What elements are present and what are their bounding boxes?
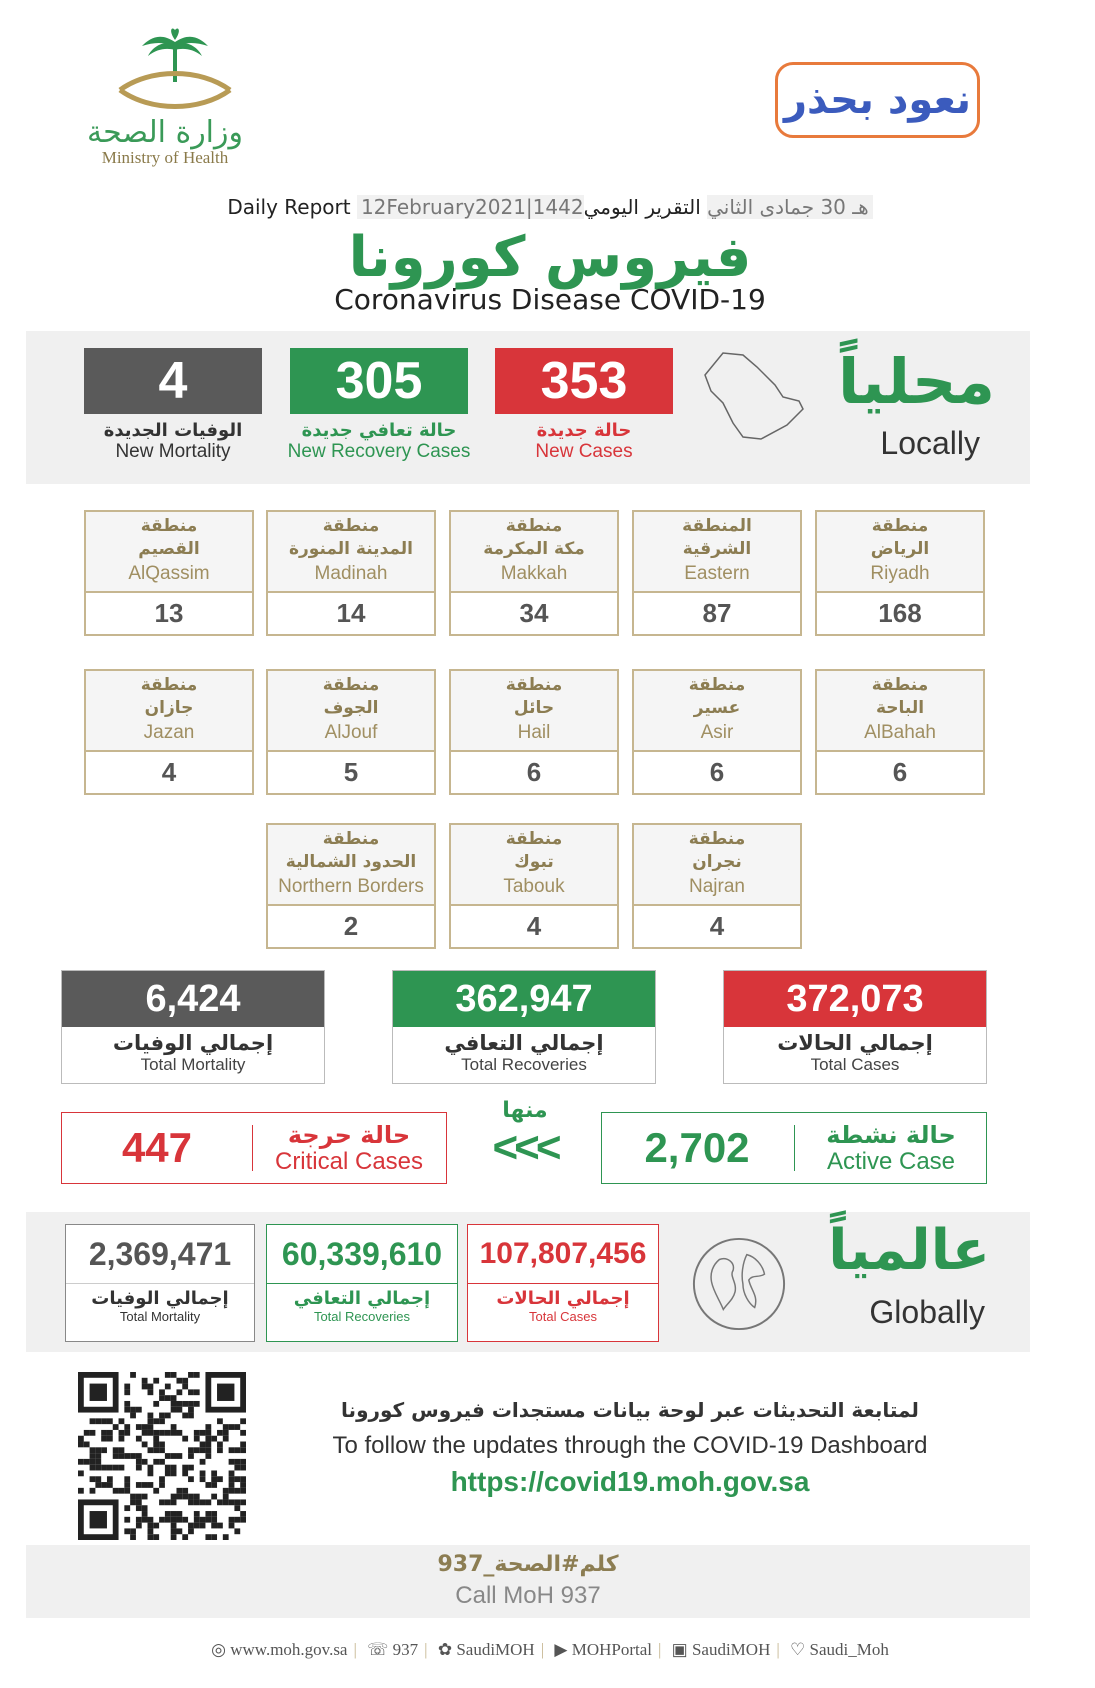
global-cases-value: 107,807,456 bbox=[479, 1237, 647, 1270]
new-recovery-label-ar: حالة تعافي جديدة bbox=[301, 420, 457, 441]
region-name-en: Asir bbox=[700, 722, 734, 743]
of-which-indicator bbox=[470, 1098, 580, 1173]
region-prefix: منطقة bbox=[688, 829, 746, 849]
critical-labels bbox=[254, 1121, 444, 1175]
region-name-ar: المدينة المنورة bbox=[288, 539, 413, 559]
total-mortality-value: 6,424 bbox=[62, 971, 324, 1027]
social-link-instagram[interactable]: SaudiMOH bbox=[691, 1640, 771, 1659]
region-header bbox=[86, 671, 252, 752]
new-recovery-value: 305 bbox=[290, 348, 468, 414]
region-prefix: منطقة bbox=[688, 675, 746, 695]
region-card bbox=[266, 669, 436, 795]
region-name-ar: الجوف bbox=[323, 698, 379, 718]
region-count: 87 bbox=[702, 598, 732, 628]
divider bbox=[468, 1283, 658, 1284]
call-hashtag-ar: كلم#الصحة_937 bbox=[437, 1552, 619, 1577]
follow-text-en: To follow the updates through the COVID-19 Dashboard bbox=[332, 1432, 928, 1459]
website-icon: ◎ bbox=[211, 1640, 226, 1659]
region-name-ar: مكة المكرمة bbox=[483, 539, 585, 559]
total-recoveries-card bbox=[392, 970, 656, 1084]
total-cases-label-ar: إجمالي الحالات bbox=[777, 1031, 933, 1055]
phone-icon: ☏ bbox=[367, 1640, 389, 1659]
saudi-map-icon bbox=[695, 345, 815, 445]
region-count: 13 bbox=[154, 598, 184, 628]
region-header bbox=[634, 671, 800, 752]
critical-cases-value: 447 bbox=[121, 1124, 193, 1171]
globally-label-ar: عالمياً bbox=[828, 1218, 990, 1283]
region-name-ar: الرياض bbox=[870, 539, 930, 559]
region-card bbox=[449, 510, 619, 636]
region-prefix: منطقة bbox=[871, 675, 929, 695]
global-recoveries-value: 60,339,610 bbox=[281, 1236, 443, 1272]
region-header bbox=[268, 825, 434, 906]
global-cases-card bbox=[467, 1224, 659, 1342]
qr-code-icon bbox=[78, 1372, 246, 1540]
badge-text: نعود بحذر bbox=[783, 77, 972, 123]
global-mortality-label-en: Total Mortality bbox=[119, 1309, 201, 1324]
region-count: 6 bbox=[892, 757, 908, 787]
new-cases-value: 353 bbox=[495, 348, 673, 414]
dashboard-link[interactable]: https://covid19.moh.gov.sa bbox=[450, 1466, 810, 1497]
region-header bbox=[451, 825, 617, 906]
active-cases-card bbox=[601, 1112, 987, 1184]
region-name-ar: نجران bbox=[692, 852, 742, 872]
follow-text-ar: لمتابعة التحديثات عبر لوحة بيانات مستجدات فيروس كورونا bbox=[341, 1398, 919, 1422]
page-title-ar: فيروس كورونا bbox=[348, 225, 752, 290]
global-mortality-card bbox=[65, 1224, 255, 1342]
back-with-caution-badge bbox=[775, 62, 980, 138]
active-labels bbox=[796, 1121, 986, 1175]
region-header bbox=[451, 512, 617, 593]
ministry-name-ar: وزارة الصحة bbox=[87, 115, 243, 150]
region-count: 6 bbox=[526, 757, 542, 787]
region-name-ar: الحدود الشمالية bbox=[285, 852, 417, 872]
region-count: 6 bbox=[709, 757, 725, 787]
global-mortality-label-ar: إجمالي الوفيات bbox=[91, 1288, 229, 1309]
region-count: 2 bbox=[343, 911, 359, 941]
region-prefix: منطقة bbox=[140, 675, 198, 695]
region-prefix: منطقة bbox=[322, 675, 380, 695]
region-header bbox=[451, 671, 617, 752]
region-prefix: منطقة bbox=[322, 829, 380, 849]
report-label-ar: التقرير اليومي bbox=[583, 195, 701, 219]
region-card bbox=[815, 669, 985, 795]
region-card bbox=[632, 669, 802, 795]
region-name-ar: تبوك bbox=[514, 852, 554, 872]
locally-label-ar: محلياً bbox=[838, 345, 995, 418]
region-header bbox=[268, 512, 434, 593]
region-count: 14 bbox=[336, 598, 366, 628]
report-line bbox=[150, 195, 950, 219]
region-name-en: AlQassim bbox=[128, 563, 210, 584]
critical-label-en: Critical Cases bbox=[274, 1148, 424, 1175]
region-name-ar: حائل bbox=[513, 698, 555, 718]
active-label-en: Active Case bbox=[826, 1148, 956, 1175]
new-mortality-label-ar: الوفيات الجديدة bbox=[103, 420, 243, 441]
region-count: 168 bbox=[878, 598, 922, 628]
divider bbox=[267, 1283, 457, 1284]
region-name-en: Makkah bbox=[500, 563, 568, 584]
total-recoveries-label-ar: إجمالي التعافي bbox=[444, 1031, 604, 1055]
new-cases-label-ar: حالة جديدة bbox=[536, 420, 632, 441]
region-name-ar: جازان bbox=[144, 698, 194, 718]
region-header bbox=[817, 671, 983, 752]
region-prefix: منطقة bbox=[505, 516, 563, 536]
total-cases-value: 372,073 bbox=[724, 971, 986, 1027]
region-card bbox=[266, 823, 436, 949]
snapchat-icon: ♡ bbox=[790, 1640, 806, 1659]
report-date: 12February2021|1442هـ 30 جمادى الثاني bbox=[357, 195, 873, 219]
region-card bbox=[84, 669, 254, 795]
region-name-en: Jazan bbox=[143, 722, 195, 743]
total-cases-label-en: Total Cases bbox=[810, 1055, 900, 1074]
globally-label-en: Globally bbox=[869, 1294, 985, 1330]
region-header bbox=[817, 512, 983, 593]
region-count: 34 bbox=[519, 598, 549, 628]
active-cases-value: 2,702 bbox=[644, 1124, 750, 1171]
region-count: 4 bbox=[161, 757, 177, 787]
region-prefix: منطقة bbox=[505, 829, 563, 849]
ministry-name-en: Ministry of Health bbox=[101, 148, 229, 167]
total-cases-card bbox=[723, 970, 987, 1084]
social-link-twitter[interactable]: SaudiMOH bbox=[456, 1640, 535, 1659]
region-count: 5 bbox=[343, 757, 359, 787]
region-name-ar: الشرقية bbox=[682, 539, 752, 559]
region-name-en: Eastern bbox=[684, 563, 750, 584]
global-recoveries-label-ar: إجمالي التعافي bbox=[293, 1288, 431, 1309]
global-cases-label-en: Total Cases bbox=[529, 1309, 597, 1324]
locally-label-en: Locally bbox=[880, 425, 980, 461]
new-recovery-stat bbox=[287, 348, 471, 463]
region-count: 4 bbox=[709, 911, 725, 941]
region-card bbox=[632, 823, 802, 949]
globe-icon bbox=[690, 1235, 788, 1333]
region-count: 4 bbox=[526, 911, 542, 941]
region-card bbox=[266, 510, 436, 636]
region-prefix: منطقة bbox=[322, 516, 380, 536]
region-name-en: Najran bbox=[689, 876, 745, 897]
region-card bbox=[632, 510, 802, 636]
report-label-en: Daily Report bbox=[227, 195, 351, 219]
region-header bbox=[634, 825, 800, 906]
page-title-en: Coronavirus Disease COVID-19 bbox=[334, 283, 766, 316]
new-recovery-label-en: New Recovery Cases bbox=[287, 441, 471, 462]
region-header bbox=[634, 512, 800, 593]
region-prefix: منطقة bbox=[505, 675, 563, 695]
region-name-en: Riyadh bbox=[870, 563, 930, 584]
social-links-bar: ◎ www.moh.gov.sa | ☏ 937 | ✿ SaudiMOH | ▶ MOHPortal | ▣ SaudiMOH | ♡ Saudi_Moh bbox=[211, 1640, 889, 1659]
critical-cases-card bbox=[61, 1112, 447, 1184]
region-card bbox=[449, 823, 619, 949]
region-name-en: Hail bbox=[517, 722, 551, 743]
region-prefix: المنطقة bbox=[682, 516, 752, 536]
new-mortality-label-en: New Mortality bbox=[115, 441, 231, 462]
new-cases-label-en: New Cases bbox=[535, 441, 633, 462]
region-header bbox=[268, 671, 434, 752]
instagram-icon: ▣ bbox=[671, 1640, 688, 1659]
region-name-en: AlBahah bbox=[864, 722, 936, 743]
divider bbox=[252, 1125, 253, 1171]
call-moh-en: Call MoH 937 bbox=[455, 1582, 601, 1609]
region-name-en: Madinah bbox=[314, 563, 388, 584]
global-recoveries-card bbox=[266, 1224, 458, 1342]
region-name-en: AlJouf bbox=[324, 722, 378, 743]
global-mortality-value: 2,369,471 bbox=[88, 1236, 232, 1272]
global-recoveries-label-en: Total Recoveries bbox=[313, 1309, 411, 1324]
total-recoveries-value: 362,947 bbox=[393, 971, 655, 1027]
region-card bbox=[815, 510, 985, 636]
total-mortality-label-ar: إجمالي الوفيات bbox=[112, 1031, 274, 1055]
ministry-logo-emblem bbox=[80, 28, 270, 118]
global-cases-label-ar: إجمالي الحالات bbox=[496, 1288, 630, 1309]
arrows-left-icon: <<< bbox=[492, 1123, 558, 1172]
region-name-ar: الباحة bbox=[875, 698, 925, 718]
region-prefix: منطقة bbox=[140, 516, 198, 536]
social-link-phone[interactable]: 937 bbox=[392, 1640, 419, 1659]
social-link-youtube[interactable]: MOHPortal bbox=[571, 1640, 652, 1659]
new-mortality-value: 4 bbox=[84, 348, 262, 414]
total-recoveries-label-en: Total Recoveries bbox=[461, 1055, 587, 1074]
region-name-ar: عسير bbox=[693, 698, 741, 718]
region-card bbox=[84, 510, 254, 636]
region-prefix: منطقة bbox=[871, 516, 929, 536]
region-name-ar: القصيم bbox=[138, 539, 200, 559]
new-mortality-stat bbox=[84, 348, 262, 463]
total-mortality-label-en: Total Mortality bbox=[140, 1055, 246, 1074]
divider bbox=[794, 1125, 795, 1171]
divider bbox=[66, 1283, 254, 1284]
twitter-icon: ✿ bbox=[437, 1640, 453, 1659]
of-which-label: منها bbox=[502, 1098, 548, 1123]
new-cases-stat bbox=[495, 348, 673, 463]
critical-label-ar: حالة حرجة bbox=[287, 1121, 411, 1149]
region-name-en: Northern Borders bbox=[278, 876, 424, 897]
social-link-snapchat[interactable]: Saudi_Moh bbox=[809, 1640, 889, 1659]
active-label-ar: حالة نشطة bbox=[826, 1121, 956, 1149]
region-card bbox=[449, 669, 619, 795]
region-header bbox=[86, 512, 252, 593]
total-mortality-card bbox=[61, 970, 325, 1084]
region-name-en: Tabouk bbox=[503, 876, 565, 897]
social-link-website[interactable]: www.moh.gov.sa bbox=[230, 1640, 348, 1659]
youtube-icon: ▶ bbox=[554, 1640, 568, 1659]
